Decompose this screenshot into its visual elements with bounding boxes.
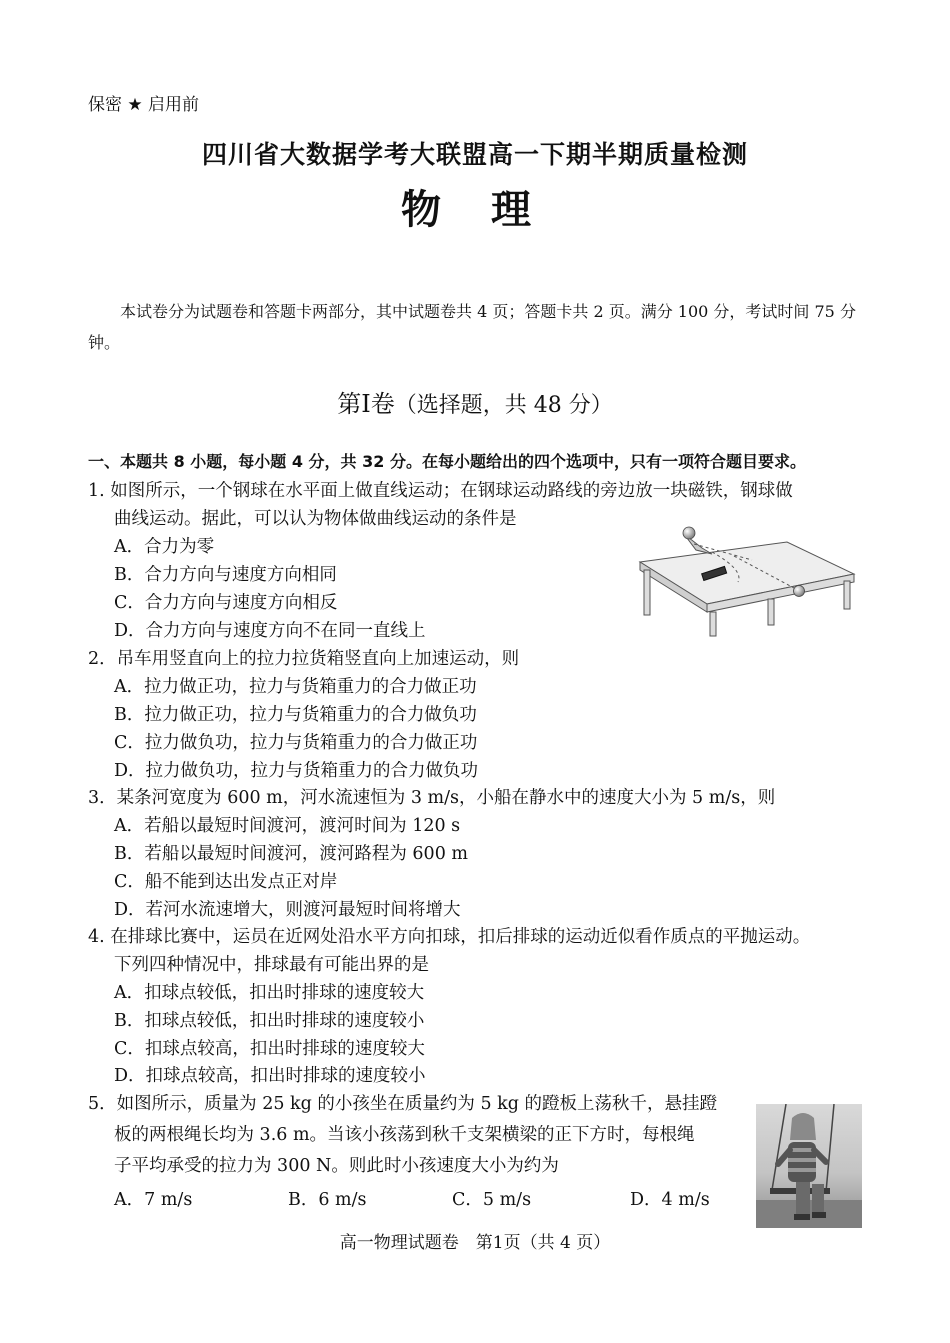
question-5-stem-line3: 子平均承受的拉力为 300 N。则此时小孩速度大小为约为 — [114, 1156, 559, 1176]
section-subtitle: （选择题，共 48 分） — [394, 393, 613, 418]
question-3-option-b: B．若船以最短时间渡河，渡河路程为 600 m — [114, 844, 468, 864]
question-5-option-c: C．5 m/s — [452, 1190, 532, 1210]
child-swing-photo — [756, 1104, 862, 1228]
question-1-option-c: C．合力方向与速度方向相反 — [114, 593, 338, 613]
question-5-option-d: D．4 m/s — [630, 1190, 710, 1210]
question-1-option-b: B．合力方向与速度方向相同 — [114, 565, 337, 585]
question-5-stem-line1: 5．如图所示，质量为 25 kg 的小孩坐在质量约为 5 kg 的蹬板上荡秋千，悬挂蹬 — [88, 1094, 718, 1114]
question-1-stem-line1: 1. 如图所示，一个钢球在水平面上做直线运动；在钢球运动路线的旁边放一块磁铁，钢球做 — [88, 481, 793, 501]
question-3-stem: 3．某条河宽度为 600 m，河水流速恒为 3 m/s，小船在静水中的速度大小为 5 m/s，则 — [88, 788, 776, 808]
question-4-option-b: B．扣球点较低，扣出时排球的速度较小 — [114, 1011, 425, 1031]
question-4-option-a: A．扣球点较低，扣出时排球的速度较大 — [114, 983, 425, 1003]
exam-title: 四川省大数据学考大联盟高一下期半期质量检测 — [201, 140, 748, 169]
question-4-stem-line2: 下列四种情况中，排球最有可能出界的是 — [114, 955, 429, 975]
question-3-option-c: C．船不能到达出发点正对岸 — [114, 872, 338, 892]
confidential-label: 保密 ★ 启用前 — [88, 95, 200, 115]
question-5-stem-line2: 板的两根绳长均为 3.6 m。当该小孩荡到秋千支架横梁的正下方时，每根绳 — [114, 1125, 695, 1145]
part-instruction: 一、本题共 8 小题，每小题 4 分，共 32 分。在每小题给出的四个选项中，只有一项符合题目要求。 — [88, 452, 806, 471]
question-1-stem-line2: 曲线运动。据此，可以认为物体做曲线运动的条件是 — [114, 509, 517, 529]
section-heading — [0, 384, 950, 419]
question-5-option-a: A．7 m/s — [114, 1190, 193, 1210]
subject-title: 物 理 — [401, 187, 549, 233]
question-2-option-d: D．拉力做负功，拉力与货箱重力的合力做负功 — [114, 761, 479, 781]
page-footer: 高一物理试题卷 第1页（共 4 页） — [339, 1233, 611, 1253]
steel-ball-magnet-figure — [632, 520, 857, 638]
question-4-option-c: C．扣球点较高，扣出时排球的速度较大 — [114, 1039, 425, 1059]
question-4-stem-line1: 4. 在排球比赛中，运员在近网处沿水平方向扣球，扣后排球的运动近似看作质点的平抛运动。 — [88, 927, 811, 947]
question-1-option-a: A．合力为零 — [114, 537, 215, 557]
exam-instructions: 本试卷分为试题卷和答题卡两部分，其中试题卷共 4 页；答题卡共 2 页。满分 100 分，考试时间 75 分钟。 — [88, 302, 856, 352]
question-2-stem: 2．吊车用竖直向上的拉力拉货箱竖直向上加速运动，则 — [88, 649, 520, 669]
question-2-option-b: B．拉力做正功，拉力与货箱重力的合力做负功 — [114, 705, 477, 725]
section-title: 第Ⅰ卷 — [337, 390, 395, 418]
question-3-option-d: D．若河水流速增大，则渡河最短时间将增大 — [114, 900, 461, 920]
question-3-option-a: A．若船以最短时间渡河，渡河时间为 120 s — [114, 816, 461, 836]
question-2-option-a: A．拉力做正功，拉力与货箱重力的合力做正功 — [114, 677, 477, 697]
question-2-option-c: C．拉力做负功，拉力与货箱重力的合力做正功 — [114, 733, 478, 753]
question-4-option-d: D．扣球点较高，扣出时排球的速度较小 — [114, 1066, 426, 1086]
question-1-option-d: D．合力方向与速度方向不在同一直线上 — [114, 621, 426, 641]
question-5-option-b: B．6 m/s — [288, 1190, 367, 1210]
